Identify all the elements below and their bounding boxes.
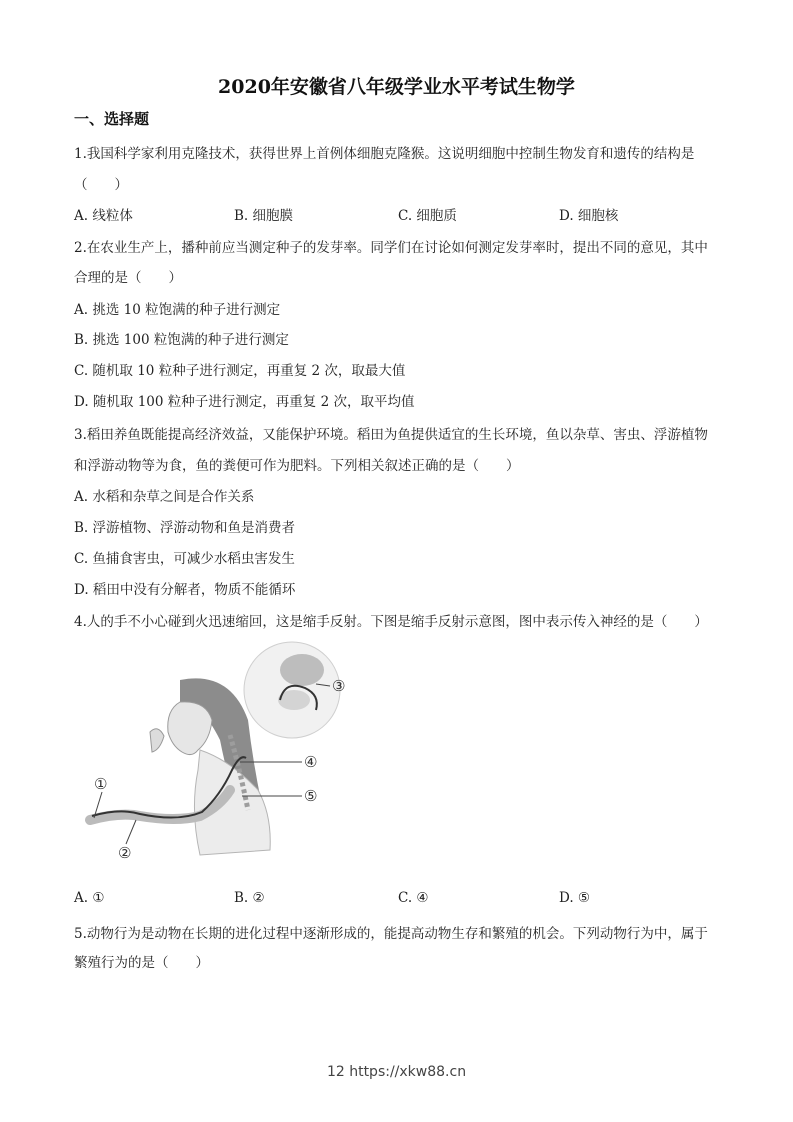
q4-option-d: D. ⑤ <box>559 890 591 906</box>
q4-option-c: C. ④ <box>398 890 429 906</box>
q1-option-c: C. 细胞质 <box>398 208 457 224</box>
q3-option-a: A. 水稻和杂草之间是合作关系 <box>74 489 255 505</box>
figure-label-4: ④ <box>304 753 318 771</box>
q1-stem-line1: 1.我国科学家利用克隆技术，获得世界上首例体细胞克隆猴。这说明细胞中控制生物发育和遗传的结构是 <box>74 146 695 162</box>
q1-option-b: B. 细胞膜 <box>234 208 294 224</box>
q3-option-b: B. 浮游植物、浮游动物和鱼是消费者 <box>74 520 296 536</box>
q1-stem-line2: （ ） <box>74 177 128 193</box>
q2-option-b: B. 挑选 100 粒饱满的种子进行测定 <box>74 332 289 348</box>
q2-option-a: A. 挑选 10 粒饱满的种子进行测定 <box>74 302 281 318</box>
reflex-arc-illustration <box>80 640 360 872</box>
q3-stem-line1: 3.稻田养鱼既能提高经济效益，又能保护环境。稻田为鱼提供适宜的生长环境，鱼以杂草、害虫、浮游植物 <box>74 427 708 443</box>
figure-label-1: ① <box>94 775 108 793</box>
figure-label-2: ② <box>118 844 132 862</box>
q1-option-a: A. 线粒体 <box>74 208 133 224</box>
raised-hand <box>150 729 164 752</box>
brain-shape <box>280 654 324 686</box>
q4-stem-line1: 4.人的手不小心碰到火迅速缩回，这是缩手反射。下图是缩手反射示意图，图中表示传入神经的是（ ） <box>74 614 708 630</box>
figure-label-5: ⑤ <box>304 787 318 805</box>
q3-option-d: D. 稻田中没有分解者，物质不能循环 <box>74 582 296 598</box>
leader-line-2 <box>126 820 136 844</box>
q3-stem-line2: 和浮游动物等为食，鱼的粪便可作为肥料。下列相关叙述正确的是（ ） <box>74 458 520 474</box>
q2-option-d: D. 随机取 100 粒种子进行测定，再重复 2 次，取平均值 <box>74 394 415 410</box>
q3-option-c: C. 鱼捕食害虫，可减少水稻虫害发生 <box>74 551 295 567</box>
q5-stem-line2: 繁殖行为的是（ ） <box>74 955 209 971</box>
page-title: 2020年安徽省八年级学业水平考试生物学 <box>218 76 575 98</box>
q2-option-c: C. 随机取 10 粒种子进行测定，再重复 2 次，取最大值 <box>74 363 406 379</box>
q1-option-d: D. 细胞核 <box>559 208 619 224</box>
face-shape <box>168 702 212 755</box>
q2-stem-line1: 2.在农业生产上，播种前应当测定种子的发芽率。同学们在讨论如何测定发芽率时，提出不同的意见，其中 <box>74 240 708 256</box>
q5-stem-line1: 5.动物行为是动物在长期的进化过程中逐渐形成的，能提高动物生存和繁殖的机会。下列动物行为中，属于 <box>74 926 708 942</box>
page-footer: 12 https://xkw88.cn <box>326 1064 467 1080</box>
q4-option-b: B. ② <box>234 890 265 906</box>
q4-option-a: A. ① <box>74 890 105 906</box>
section-heading: 一、选择题 <box>74 110 150 128</box>
figure-label-3: ③ <box>332 677 346 695</box>
q2-stem-line2: 合理的是（ ） <box>74 270 182 286</box>
reflex-arc-figure <box>80 640 360 872</box>
